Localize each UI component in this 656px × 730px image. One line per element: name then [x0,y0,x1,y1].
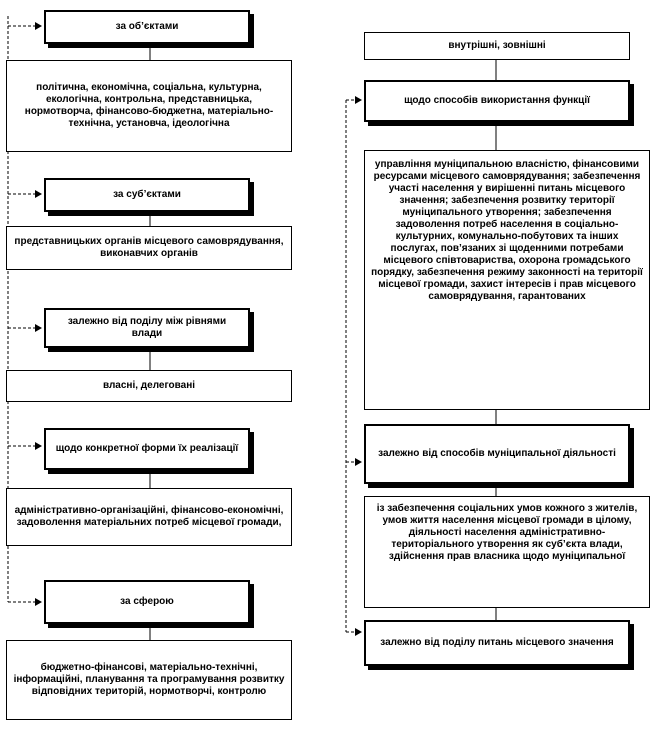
right-header-by-usage-method: щодо способів використання функції [364,80,630,122]
left-header-by-power-levels: залежно від поділу між рівнями влади [44,308,250,348]
left-header-by-realization-form: щодо конкретної форми їх реалізації [44,428,250,470]
right-detail-municipal-management: управління муніципальною власністю, фінансовими ресурсами місцевого самоврядування; забезпечення участі населення у вирішенні питань місцевого значення; забезпечення розвитку території муніципального утворення; забезпечення задоволення потреб населення в соціально-культурних, комунально-побутових та інших послугах, пов’язаних зі щоденними потребами місцевого співтовариства, охорона громадського порядку, забезпечення режиму законності на території місцевої громади, захист інтересів і прав місцевого самоврядування, гарантованих [364,150,650,410]
left-detail-object-functions: політична, економічна, соціальна, культурна, екологічна, контрольна, представницька, нормотворча, фінансово-бюджетна, матеріально-технічна, установча, ідеологічна [6,60,292,152]
right-detail-social-conditions: із забезпечення соціальних умов кожного з жителів, умов життя населення місцевої громади в цілому, діяльності населення адміністративно-територіального утворення як суб’єкта влади, здійснення прав власника щодо муніципальної [364,496,650,608]
right-detail-internal-external: внутрішні, зовнішні [364,32,630,60]
left-header-by-sphere: за сферою [44,580,250,624]
left-header-by-subjects: за суб’єктами [44,178,250,212]
right-header-by-activity-method: залежно від способів муніципальної діяльності [364,424,630,484]
right-header-by-local-issues: залежно від поділу питань місцевого значення [364,620,630,666]
left-detail-realization-forms: адміністративно-організаційні, фінансово-економічні, задоволення матеріальних потреб місцевої громади, [6,488,292,546]
left-detail-sphere-functions: бюджетно-фінансові, матеріально-технічні, інформаційні, планування та програмування розвитку відповідних територій, нормотворчі, контролю [6,640,292,720]
left-header-by-objects: за об’єктами [44,10,250,44]
left-detail-subject-organs: представницьких органів місцевого самоврядування, виконавчих органів [6,226,292,270]
left-detail-own-delegated: власні, делеговані [6,370,292,402]
